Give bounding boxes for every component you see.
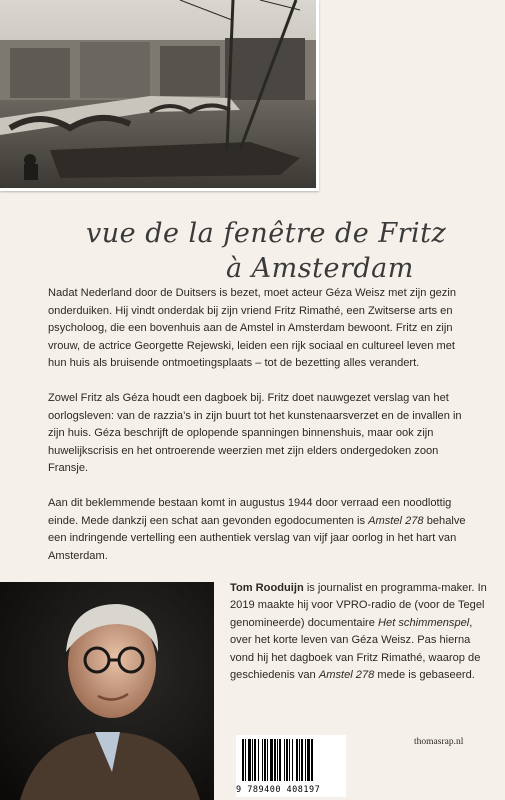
bio-text-c: mede is gebaseerd. xyxy=(374,669,475,682)
blurb-paragraph-2: Zowel Fritz als Géza houdt een dagboek bij. Fritz doet nauwgezet verslag van het oorlogsleven: van de razzia’s in zijn buurt tot het kunstenaarsverzet en de invallen in zijn huis. Géza beschrijft de oplopende spanningen binnenshuis, maar ook zijn huwelijkscrisis en het ontroerende weerzien met zijn elders ondergedoken zoon Fransje. xyxy=(48,391,462,475)
program-title: Het schimmenspel xyxy=(378,616,470,629)
author-name: Tom Rooduijn xyxy=(230,582,304,594)
bio-text-b: , over het korte leven van Géza Weisz. Pas hierna vond hij het dagboek van Fritz Rimathé, waarop de geschiedenis van xyxy=(230,616,481,682)
blurb-p3-text-a: Aan dit beklemmende bestaan komt in augustus 1944 door verraad een noodlottig einde. Mede dankzij een schat aan gevonden egodocumenten is xyxy=(48,496,452,527)
isbn-digits: 9 789400 408197 xyxy=(236,785,321,795)
book-title-bio: Amstel 278 xyxy=(318,669,375,682)
blurb-p3-text-b: behalve een indringende vertelling een authentiek verslag van vijf jaar oorlog in het hart van Amsterdam. xyxy=(48,514,466,562)
archival-photo xyxy=(0,0,319,191)
blurb-paragraph-3 xyxy=(48,495,468,565)
author-bio xyxy=(230,580,492,684)
book-title: Amstel 278 xyxy=(368,514,424,527)
caption-line-1: vue de la fenêtre de Fritz xyxy=(86,218,447,249)
blurb-paragraph-1: Nadat Nederland door de Duitsers is bezet, moet acteur Géza Weisz met zijn gezin onderduiken. Hij vindt onderdak bij zijn vriend Fritz Rimathé, een Zwitserse arts en psycholoog, die een bovenhuis aan de Amstel in Amsterdam bewoont. Fritz en zijn vrouw, de actrice Georgette Rejewski, leiden een rijk sociaal en cultureel leven met hun huis als bruisende ontmoetingsplaats – tot de bezetting alles verandert. xyxy=(48,287,456,370)
publisher-url[interactable]: thomasrap.nl xyxy=(414,737,464,747)
bio-text-a: is journalist en programma-maker. In 2019 maakte hij voor VPRO-radio de (voor de Tegel genomineerde) documentaire xyxy=(230,582,487,629)
caption-line-2: à Amsterdam xyxy=(226,253,414,284)
barcode-bars xyxy=(236,735,346,785)
author-portrait xyxy=(0,582,214,800)
handwritten-caption xyxy=(86,216,486,286)
blurb xyxy=(48,285,468,582)
isbn-barcode xyxy=(236,735,346,797)
